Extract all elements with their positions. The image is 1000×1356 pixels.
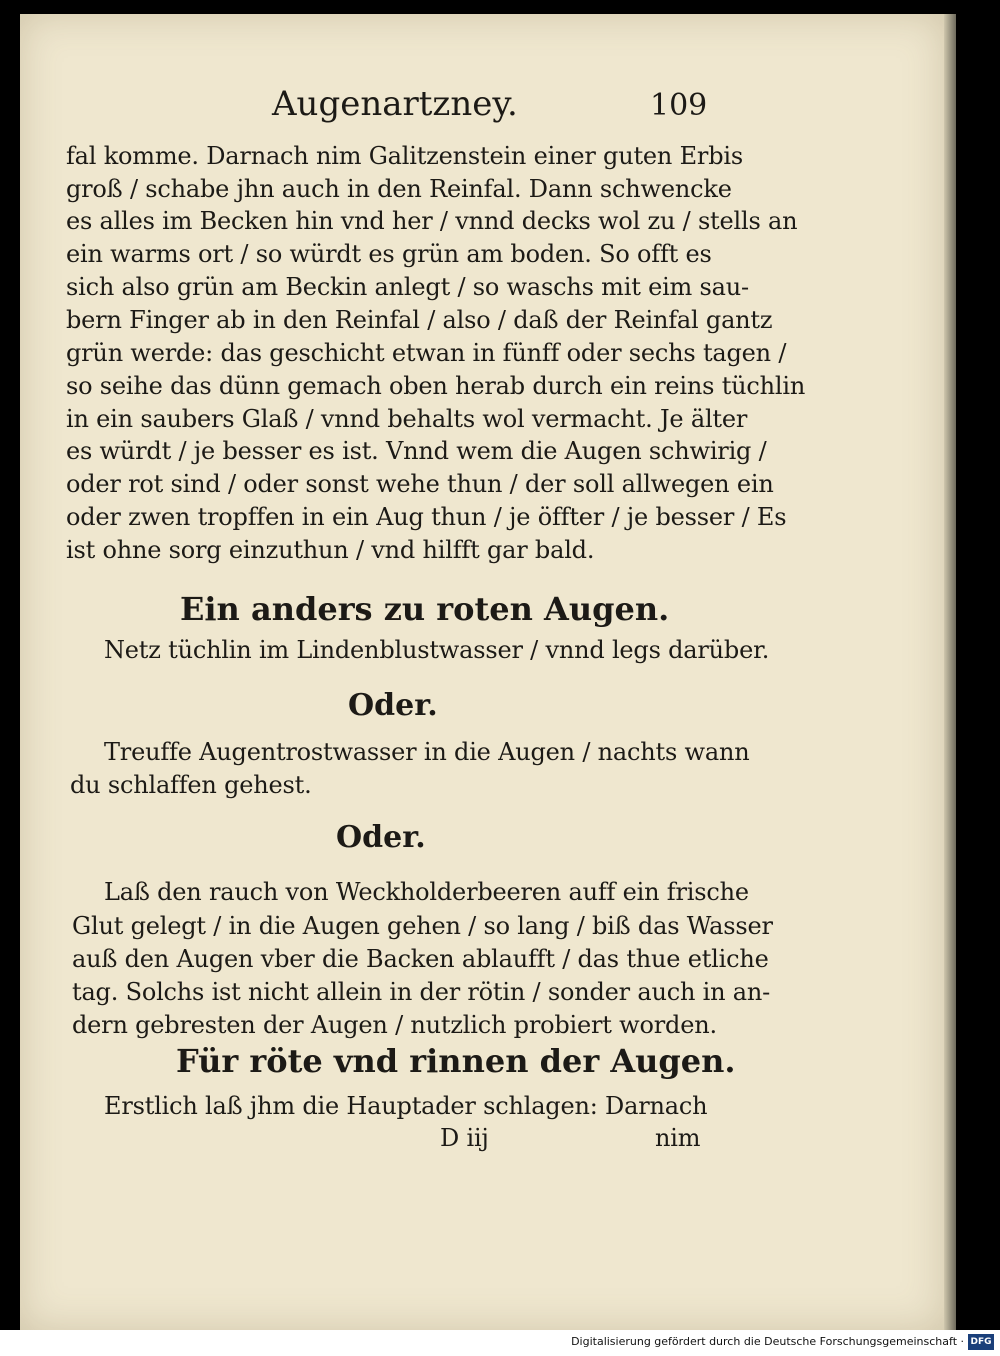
body-line: bern Finger ab in den Reinfal / also / daß der Reinfal gantz <box>66 306 773 334</box>
page-edge <box>944 14 956 1330</box>
paragraph-line: du schlaffen gehest. <box>70 771 312 799</box>
body-line: es alles im Becken hin vnd her / vnnd decks wol zu / stells an <box>66 207 798 235</box>
paragraph-line: Treuffe Augentrostwasser in die Augen / nachts wann <box>104 738 750 766</box>
footer-credit: Digitalisierung gefördert durch die Deutsche Forschungsgemeinschaft · <box>571 1335 964 1348</box>
paragraph-line: Laß den rauch von Weckholderbeeren auff ein frische <box>104 878 749 906</box>
body-line: ein warms ort / so würdt es grün am boden. So offt es <box>66 240 712 268</box>
paragraph-line: tag. Solchs ist nicht allein in der rötin / sonder auch in an- <box>72 978 771 1006</box>
catchword: nim <box>655 1124 701 1152</box>
paragraph-line: auß den Augen vber die Backen ablaufft / das thue etliche <box>72 945 769 973</box>
paragraph-line: Glut gelegt / in die Augen gehen / so lang / biß das Wasser <box>72 912 773 940</box>
signature-mark: D iij <box>440 1124 489 1152</box>
paragraph-line: Netz tüchlin im Lindenblustwasser / vnnd legs darüber. <box>104 636 770 664</box>
running-head: Augenartzney. <box>272 84 518 124</box>
dfg-logo: DFG <box>968 1334 994 1350</box>
paragraph-line: Erstlich laß jhm die Hauptader schlagen: Darnach <box>104 1092 708 1120</box>
body-line: ist ohne sorg einzuthun / vnd hilfft gar bald. <box>66 536 595 564</box>
body-line: oder rot sind / oder sonst wehe thun / der soll allwegen ein <box>66 470 774 498</box>
section-heading: Ein anders zu roten Augen. <box>180 590 670 628</box>
body-line: groß / schabe jhn auch in den Reinfal. Dann schwencke <box>66 175 732 203</box>
body-line: in ein saubers Glaß / vnnd behalts wol vermacht. Je älter <box>66 405 748 433</box>
page-number: 109 <box>650 88 708 123</box>
body-line: fal komme. Darnach nim Galitzenstein einer guten Erbis <box>66 142 743 170</box>
body-line: sich also grün am Beckin anlegt / so waschs mit eim sau- <box>66 273 749 301</box>
paragraph-line: dern gebresten der Augen / nutzlich probiert worden. <box>72 1011 717 1039</box>
section-heading: Für röte vnd rinnen der Augen. <box>176 1042 736 1080</box>
body-line: so seihe das dünn gemach oben herab durch ein reins tüchlin <box>66 372 806 400</box>
section-heading: Oder. <box>336 820 426 855</box>
section-heading: Oder. <box>348 688 438 723</box>
body-line: oder zwen tropffen in ein Aug thun / je öffter / je besser / Es <box>66 503 787 531</box>
body-line: grün werde: das geschicht etwan in fünff oder sechs tagen / <box>66 339 787 367</box>
body-line: es würdt / je besser es ist. Vnnd wem die Augen schwirig / <box>66 437 767 465</box>
footer-bar <box>0 1330 1000 1356</box>
